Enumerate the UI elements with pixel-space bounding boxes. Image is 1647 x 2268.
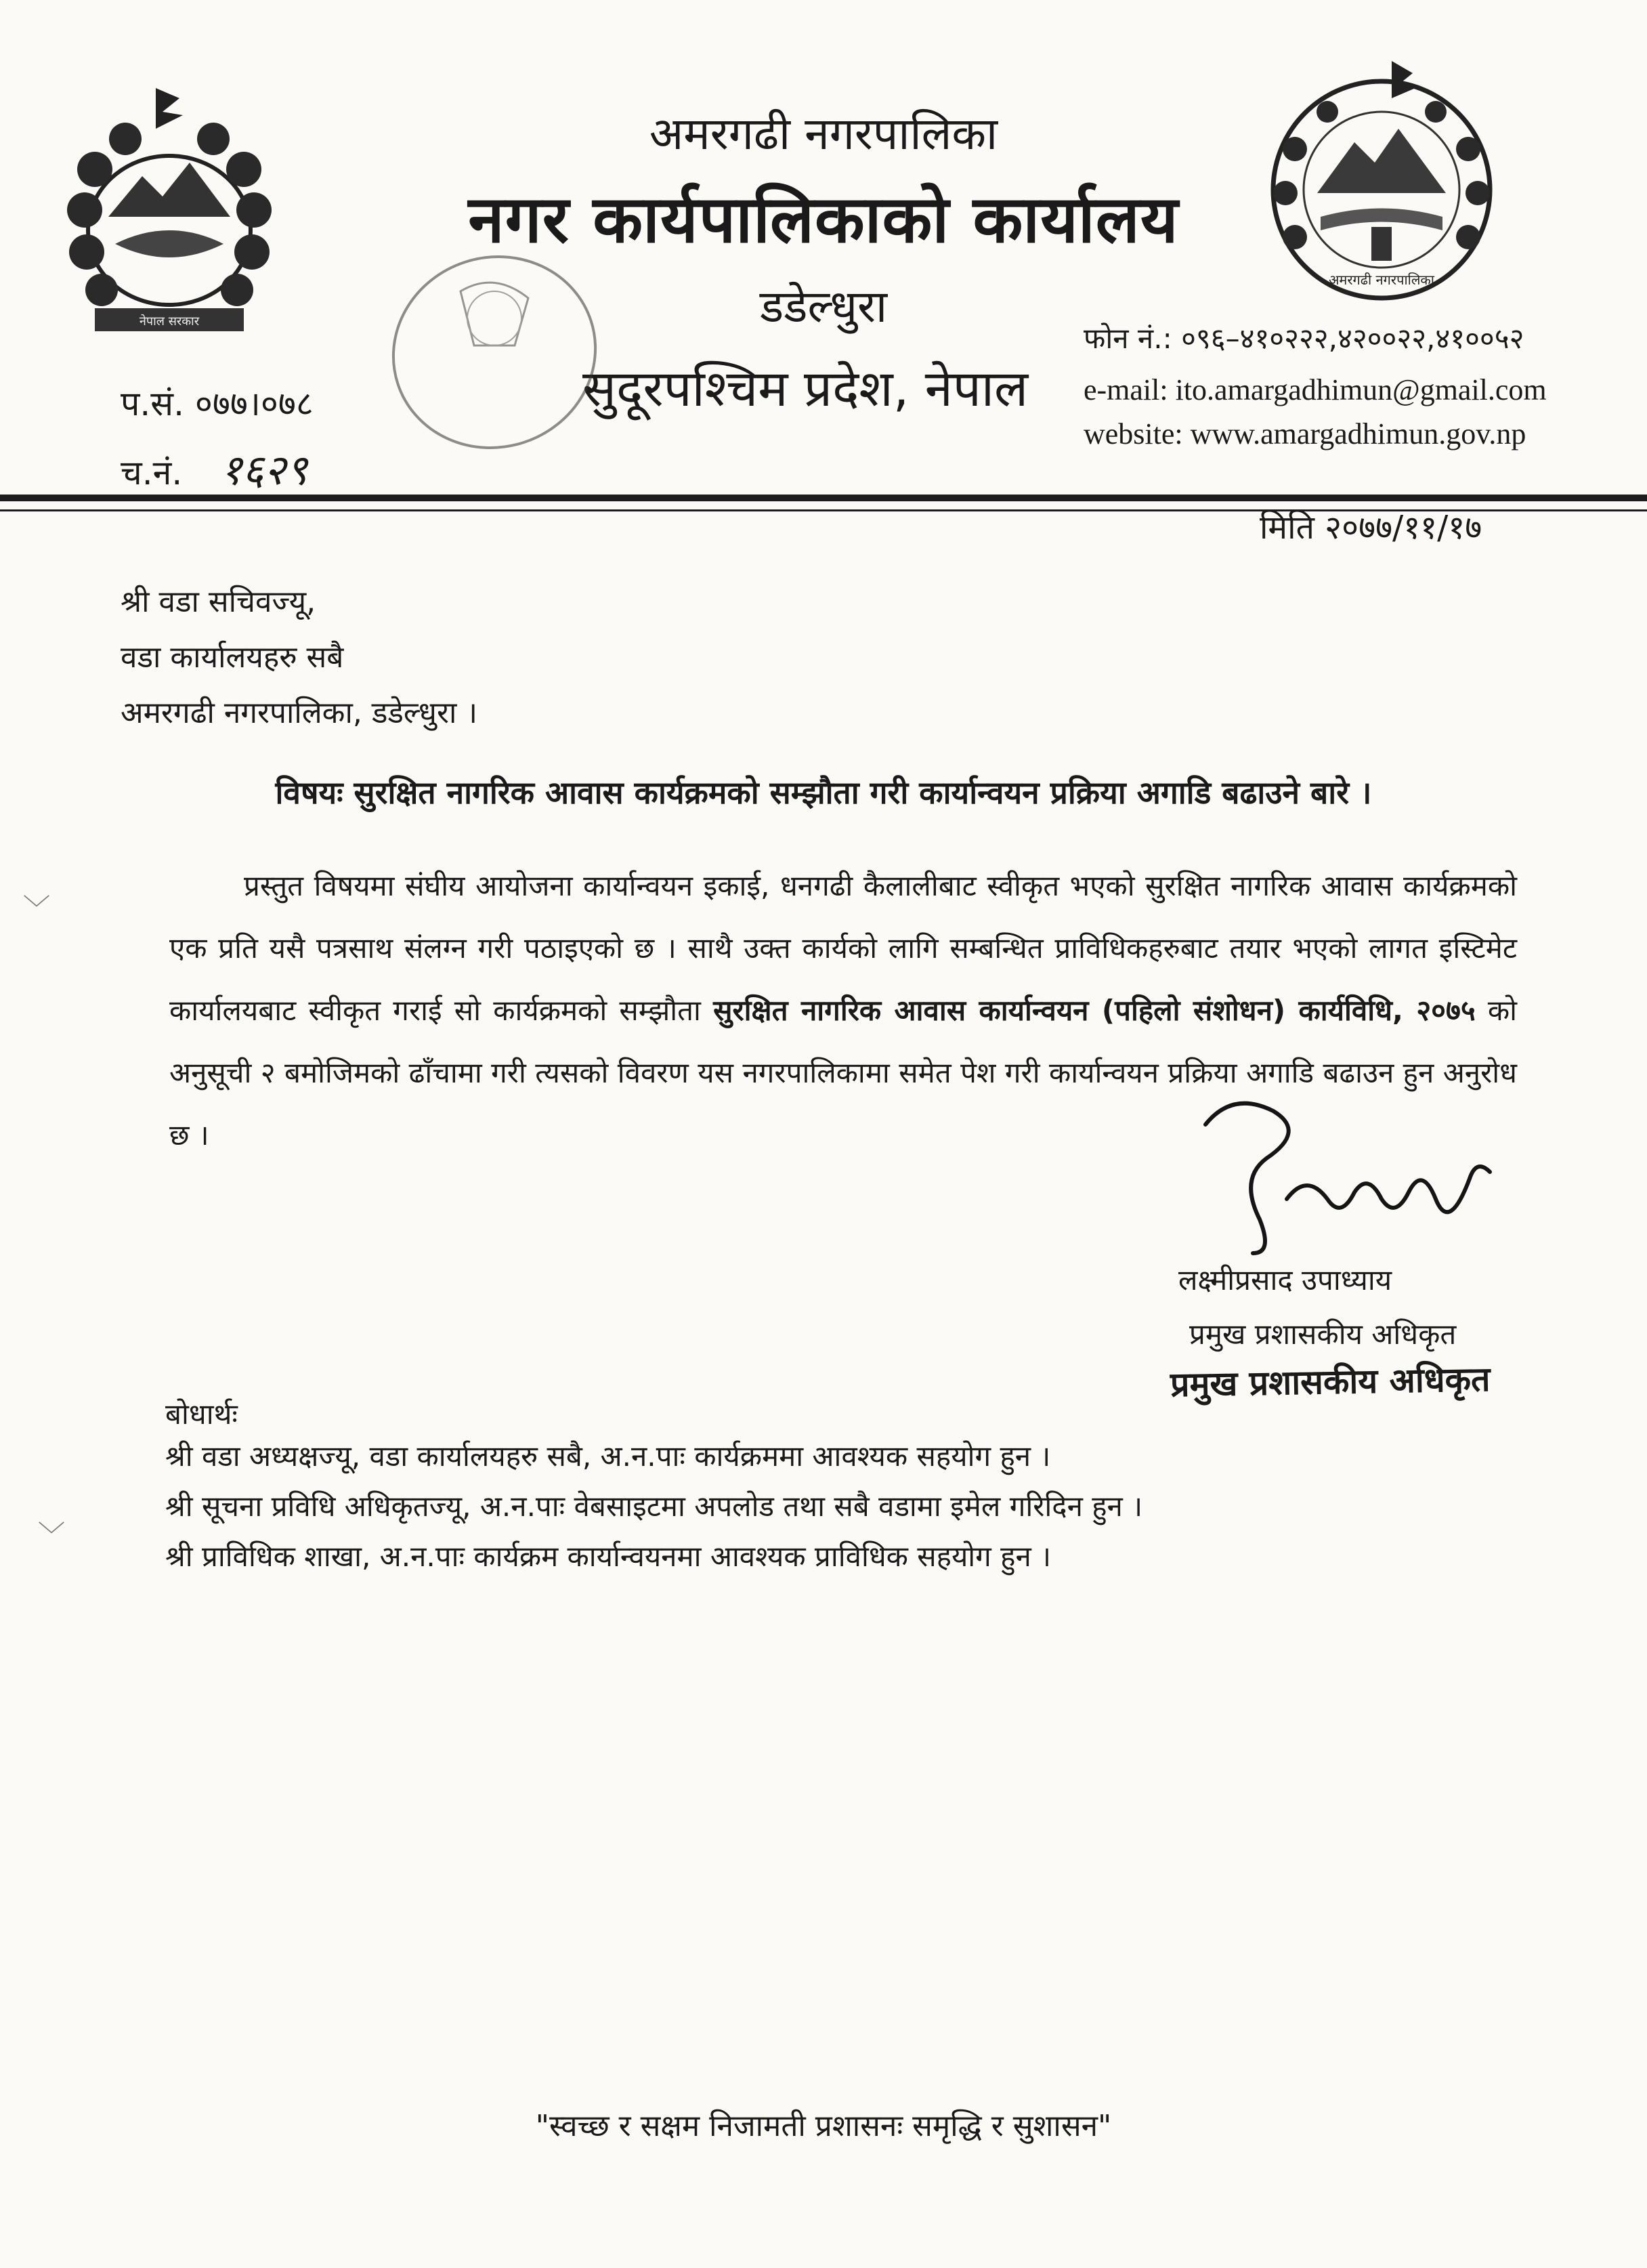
body-text-part1: प्रस्तुत विषयमा संघीय आयोजना कार्यान्वयन इकाई, धनगढी कैलालीबाट स्वीकृत भएको सुरक्षित नागरिक आवास कार्यक्रमको एक प्रति यसै पत्रसाथ संलग्न गरी पठाइएको छ । साथै उक्त कार्यको लागि सम्बन्धित प्राविधिकहरुबाट तयार भएको लागत इस्टिमेट कार्यालयबाट स्वीकृत गराई सो कार्यक्रमको सम्झौता (169, 869, 1517, 1027)
org-name: अमरगढी नगरपालिका (649, 108, 998, 160)
signatory-title-stamp: प्रमुख प्रशासकीय अधिकृत (1170, 1359, 1491, 1405)
ref-label: प.सं. (121, 384, 184, 423)
signatory-title: प्रमुख प्रशासकीय अधिकृत (1189, 1318, 1457, 1351)
dispatch-value: १६२९ (220, 445, 308, 495)
office-seal-stamp (379, 244, 609, 467)
phone-numbers: फोन नं.: ०९६–४१०२२२,४२००२२,४१००५२ (1084, 322, 1524, 355)
district-name: डडेल्धुरा (759, 280, 888, 333)
website-address: website: www.amargadhimun.gov.np (1084, 417, 1526, 450)
signatory-name: लक्ष्मीप्रसाद उपाध्याय (1178, 1263, 1392, 1297)
dispatch-number (121, 440, 307, 497)
punch-mark: ﹀ (23, 894, 50, 925)
cc-item: श्री वडा अध्यक्षज्यू, वडा कार्यालयहरु सबै, अ.न.पाः कार्यक्रममा आवश्यक सहयोग हुन । (165, 1440, 1051, 1473)
ref-number (121, 379, 314, 425)
addressee-line-1: श्री वडा सचिवज्यू, (121, 585, 316, 619)
svg-text:नेपाल सरकार: नेपाल सरकार (139, 314, 200, 329)
addressee-line-3: अमरगढी नगरपालिका, डडेल्धुरा । (121, 696, 478, 730)
svg-text:अमरगढी नगरपालिका: अमरगढी नगरपालिका (1329, 272, 1434, 288)
footer-motto: "स्वच्छ र सक्षम निजामती प्रशासनः समृद्धि र सुशासन" (535, 2109, 1112, 2143)
svg-text:१८।९।७: १८।९।७ (1395, 1246, 1419, 1255)
cc-label: बोधार्थः (165, 1398, 238, 1431)
cc-item: श्री सूचना प्रविधि अधिकृतज्यू, अ.न.पाः वेबसाइटमा अपलोड तथा सबै वडामा इमेल गरिदिन हुन । (165, 1490, 1143, 1523)
punch-mark: ﹀ (38, 1520, 65, 1551)
letter-date: मिति २०७७/११/१७ (1260, 509, 1482, 547)
dispatch-label: च.नं. (121, 453, 183, 492)
ref-value: ०७७।०७८ (194, 384, 314, 423)
province-name: सुदूरपश्चिम प्रदेश, नेपाल (582, 360, 1029, 418)
letter-subject: विषयः सुरक्षित नागरिक आवास कार्यक्रमको सम्झौता गरी कार्यान्वयन प्रक्रिया अगाडि बढाउने बारे । (275, 774, 1372, 811)
handwritten-signature (1192, 1084, 1503, 1260)
addressee-line-2: वडा कार्यालयहरु सबै (121, 640, 344, 675)
cc-item: श्री प्राविधिक शाखा, अ.न.पाः कार्यक्रम कार्यान्वयनमा आवश्यक प्राविधिक सहयोग हुन । (165, 1540, 1052, 1573)
email-address: e-mail: ito.amargadhimun@gmail.com (1084, 373, 1547, 406)
office-name: नगर कार्यपालिकाको कार्यालय (468, 182, 1179, 257)
header-rule (0, 495, 1647, 501)
body-text-part2: को अनुसूची २ बमोजिमको ढाँचामा गरी त्यसको विवरण यस नगरपालिकामा समेत पेश गरी कार्यान्वयन प्रक्रिया अगाडि बढाउन हुन अनुरोध छ । (169, 994, 1517, 1152)
body-bold-reference: सुरक्षित नागरिक आवास कार्यान्वयन (पहिलो संशोधन) कार्यविधि, २०७५ (713, 994, 1476, 1027)
